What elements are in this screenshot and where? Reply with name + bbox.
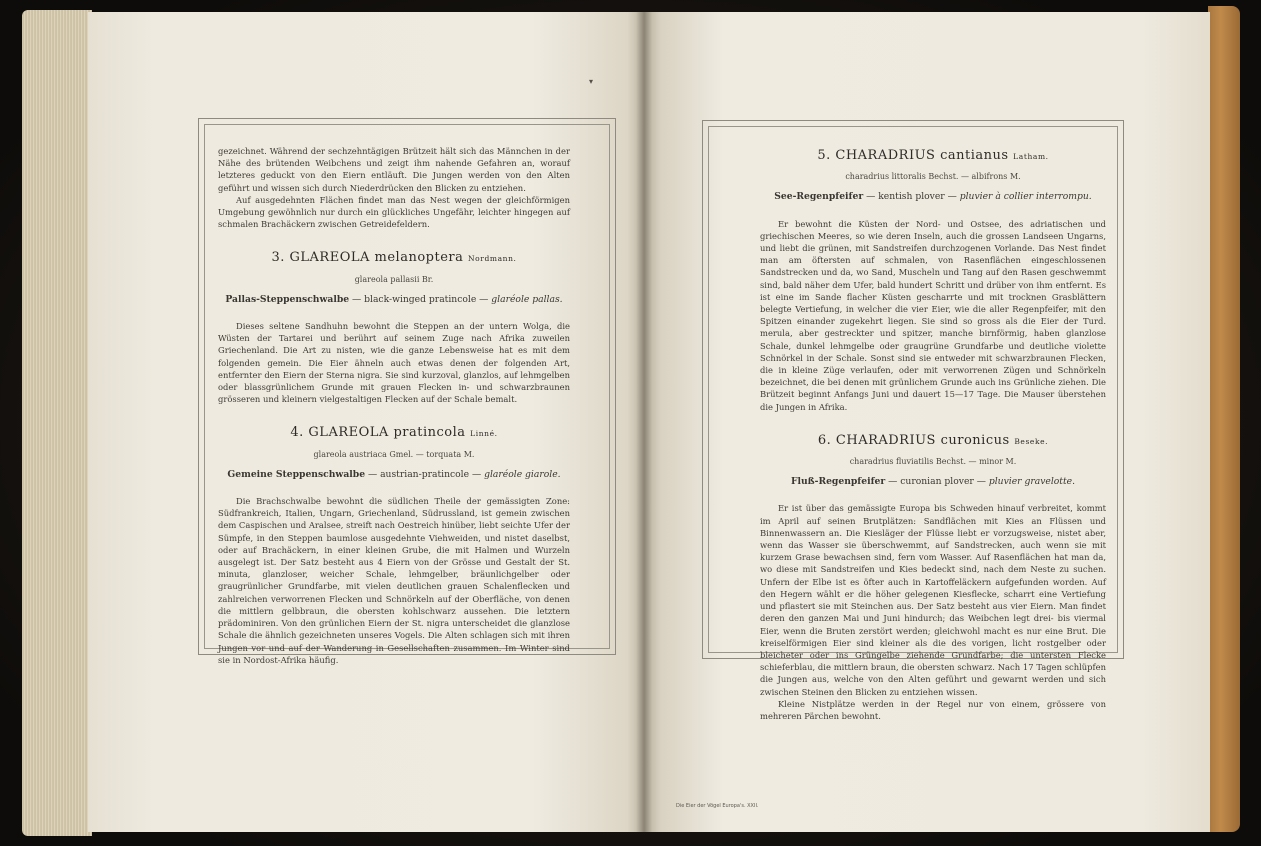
- species-6-synonym: charadrius fluviatilis Bechst. — minor M.: [849, 457, 1017, 467]
- species-5-common-names: See-Regenpfeifer — kentish plover — pluvier à collier interrompu.: [774, 191, 1092, 203]
- left-page-text: [218, 145, 570, 666]
- left-page-edges: [22, 10, 92, 836]
- species-4-text: Die Brachschwalbe bewohnt die südlichen Theile der gemässigten Zone: Südfrankreich, Italien, Ungarn, Griechenland, Südrussland, ist gemein zwischen dem Caspischen und Aralsee, streift nach Oestreich hinüber, liebt seichte Ufer der Sümpfe, in den Steppen baumlose ausgedehnte Viehweiden, und nistet daselbst, oder auf Brachäckern, in einer kleinen Grube, die mit Halmen und Wurzeln ausgelegt ist. Der Satz besteht aus 4 Eiern von der Grösse und Gestalt der St. minuta, glanzloser, weicher Schale, lehmgelber, bräunlichgelber oder graugrünlicher Grundfarbe, mit vielen deutlichen grauen Schalenflecken und zahlreichen verworrenen Flecken und Schnörkeln auf der Oberfläche, von denen die mittlern gelbbraun, die obersten kohlschwarz aussehen. Die letztern prädominiren. Von den grünlichen Eiern der St. nigra unterscheidet die glanzlose Schale die ähnlich gezeichneten unseres Vogels. Die Alten schlagen sich mit ihren Jungen vor und auf der Wanderung in Gesellschaften zusammen. Im Winter sind sie in Nordost-Afrika häufig.: [218, 496, 570, 665]
- species-4-synonym: glareola austriaca Gmel. — torquata M.: [313, 449, 475, 459]
- species-5-text: Er bewohnt die Küsten der Nord- und Ostsee, des adriatischen und griechischen Meeres, so wie deren Inseln, auch die grossen Landseen Ungarns, und liebt die grünen, mit Sandstreifen durchzogenen Vorlande. Das Nest findet man am öftersten auf schmalen, von Rasenflächen eingeschlossenen Sandstrecken und da, wo Sand, Muscheln und Tang auf den Rasen geschwemmt sind, bald näher dem Ufer, bald hundert Schritt und drüber von ihm entfernt. Es ist eine im Sande flacher Küsten gescharrte und mit trocknen Grasblättern belegte Vertiefung, in welcher die vier Eier, wie die aller Regenpfeifer, mit den Spitzen einander zugekehrt liegen. Sie sind so gross als die Eier der Turd. merula, aber gestreckter und spitzer, manche birnförmig, haben glanzlose Schale, dunkel lehmgelbe oder graugrüne Grundfarbe und deutliche violette Schnörkel in der Schale. Sonst sind sie entweder mit schwarzbraunen Flecken, die in kleine Züge verlaufen, oder mit verworrenen Zügen und Schnörkeln bezeichnet, die bei denen mit grünlichem Grunde auch ins Grünliche ziehen. Die Brützeit beginnt Anfangs Juni und dauert 15—17 Tage. Die Mauser überstehen die Jungen in Afrika.: [760, 218, 1106, 412]
- species-3-common-names: Pallas-Steppenschwalbe — black-winged pratincole — glaréole pallas.: [225, 293, 563, 305]
- species-6-text-2: Kleine Nistplätze werden in der Regel nur von einem, grössere von mehreren Pärchen bewohnt.: [760, 698, 1106, 721]
- species-6-common-names: Fluß-Regenpfeifer — curonian plover — pluvier gravelotte.: [790, 476, 1076, 488]
- intro-paragraph-2: Auf ausgedehnten Flächen findet man das Nest wegen der gleichförmigen Umgebung gewöhnlich nur durch ein glückliches Ungefähr, leichter hingegen auf schmalen Brachäckern zwischen Getreidefeldern.: [218, 194, 570, 230]
- species-3-heading: 3. GLAREOLA melanoptera Nordmann.: [271, 250, 517, 266]
- species-6-text: Er ist über das gemässigte Europa bis Schweden hinauf verbreitet, kommt im April auf seinen Brutplätzen: Sandflächen mit Kies an Flüssen und Binnenwassern an. Die Kiesläger der Flüsse liebt er vorzugsweise, nistet aber, wenn das Wasser sie überschwemmt, auf Sandstrecken, auch wenn sie mit kurzem Grase bewachsen sind, fern vom Wasser. Auf Rasenflächen hat man da, wo diese mit Sandstreifen und Kies bedeckt sind, nach dem Neste zu suchen. Unfern der Elbe ist es öfter auch in Kartoffeläckern aufgefunden worden. Auf den Hegern wählt er die höher gelegenen Kiesflecke, scharrt eine Vertiefung und pflastert sie mit Steinchen aus. Der Satz besteht aus vier Eiern. Man findet deren den ganzen Mai und Juni hindurch; das Weibchen legt drei- bis viermal Eier, wenn die Bruten zerstört werden; gleichwohl macht es nur eine Brut. Die kreiselförmigen Eier sind kleiner als die des vorigen, licht rostgelber oder bleicheter oder ins Grüngelbe ziehende Grundfarbe; die untersten Flecke schieferblau, die mittlern braun, die obersten schwarz. Nach 17 Tagen schlüpfen die Jungen aus, welche von den Alten geführt und gewarnt werden und sich zwischen Steinen den Blicken zu entziehen wissen.: [760, 503, 1106, 697]
- species-3-synonym: glareola pallasii Br.: [354, 274, 434, 284]
- species-3-text: Dieses seltene Sandhuhn bewohnt die Steppen an der untern Wolga, die Wüsten der Tartarei und berührt auf seinem Zuge nach Afrika zuweilen Griechenland. Die Art zu nisten, wie die ganze Lebensweise hat es mit dem folgenden gemein. Die Eier ähneln auch etwas denen der folgenden Art, entfernter den Eiern der Sterna nigra. Sie sind kurzoval, glanzlos, auf lehmgelben oder blassgrünlichem Grunde mit grauen Flecken in- und schwarzbraunen grösseren und kleinern vielgestaltigen Flecken auf der Schale bemalt.: [218, 321, 570, 405]
- species-5-heading: 5. CHARADRIUS cantianus Latham.: [817, 148, 1049, 163]
- species-5-synonym: charadrius littoralis Bechst. — albifrons M.: [845, 172, 1021, 182]
- species-6-heading: 6. CHARADRIUS curonicus Beseke.: [817, 432, 1049, 448]
- right-page-text: [760, 150, 1106, 722]
- intro-paragraph-1: gezeichnet. Während der sechzehntägigen Brützeit hält sich das Männchen in der Nähe des brütenden Weibchens und zeigt ihm nahende Gefahren an, worauf letzteres geduckt von den Eiern entläuft. Die Jungen werden von den Alten geführt und wissen sich durch Niederdrücken den Blicken zu entziehen.: [218, 146, 570, 193]
- page-footer-note: Die Eier der Vögel Europa's. XXII.: [676, 803, 759, 809]
- right-cover-edge: [1208, 6, 1240, 832]
- book-gutter: [636, 12, 652, 832]
- species-4-common-names: Gemeine Steppenschwalbe — austrian-pratincole — glaréole giarole.: [227, 468, 561, 480]
- species-4-heading: 4. GLAREOLA pratincola Linné.: [290, 425, 498, 441]
- page-mark: ▾: [589, 77, 594, 86]
